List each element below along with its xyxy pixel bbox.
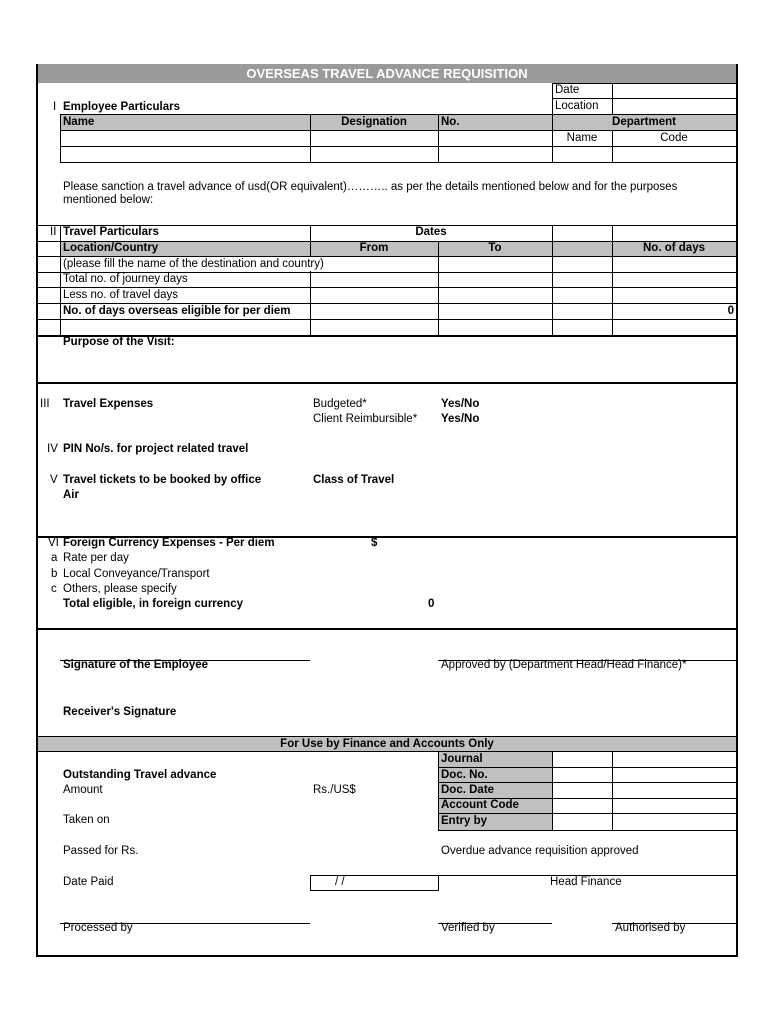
- designation-field[interactable]: [311, 131, 437, 145]
- employee-signature-label: Signature of the Employee: [63, 659, 209, 671]
- verified-by-label: Verified by: [441, 922, 495, 934]
- col-name: Name: [63, 116, 95, 128]
- journal-label: Journal: [441, 753, 483, 765]
- overdue-approved-label: Overdue advance requisition approved: [441, 845, 639, 857]
- section-1-label: Employee Particulars: [63, 101, 180, 113]
- budgeted-yesno[interactable]: Yes/No: [441, 398, 480, 410]
- class-of-travel-label: Class of Travel: [313, 474, 395, 486]
- section-6-label: Foreign Currency Expenses - Per diem: [63, 537, 275, 549]
- currency-symbol: $: [371, 537, 378, 549]
- budgeted-label: Budgeted*: [313, 398, 367, 410]
- doc-no-label: Doc. No.: [441, 769, 488, 781]
- entry-by-label: Entry by: [441, 815, 488, 827]
- item-c-marker: c: [51, 583, 57, 595]
- date-field[interactable]: [613, 84, 734, 97]
- employee-no-field[interactable]: [439, 131, 551, 145]
- purpose-label: Purpose of the Visit:: [63, 336, 175, 348]
- dept-name-field[interactable]: [553, 147, 611, 161]
- section-3-roman: III: [40, 398, 50, 410]
- section-3-label: Travel Expenses: [63, 398, 154, 410]
- total-eligible-label: Total eligible, in foreign currency: [63, 598, 243, 610]
- date-paid-label: Date Paid: [63, 876, 114, 888]
- dept-code-label: Code: [660, 132, 688, 144]
- total-eligible-value: 0: [428, 598, 435, 610]
- local-conveyance-label: Local Conveyance/Transport: [63, 568, 210, 580]
- eligible-days-label: No. of days overseas eligible for per diem: [63, 305, 291, 317]
- section-1-roman: I: [53, 101, 57, 113]
- location-label: Location: [555, 100, 599, 112]
- section-2-label: Travel Particulars: [63, 226, 159, 238]
- outstanding-advance-label: Outstanding Travel advance: [63, 769, 217, 781]
- currency-label: Rs./US$: [313, 784, 356, 796]
- approved-by-label: Approved by (Department Head/Head Finance)*: [441, 659, 687, 671]
- eligible-days-value: 0: [727, 305, 734, 317]
- col-no-of-days: No. of days: [643, 242, 705, 254]
- sanction-text-2: mentioned below:: [63, 194, 154, 206]
- passed-for-label: Passed for Rs.: [63, 845, 139, 857]
- client-reimbursible-label: Client Reimbursible*: [313, 413, 418, 425]
- col-department: Department: [612, 116, 676, 128]
- date-paid-placeholder: / /: [335, 876, 345, 888]
- authorised-by-label: Authorised by: [615, 922, 686, 934]
- less-travel-days-label: Less no. of travel days: [63, 289, 179, 301]
- col-designation: Designation: [341, 116, 407, 128]
- section-2-roman: II: [50, 226, 57, 238]
- rate-per-day-label: Rate per day: [63, 552, 129, 564]
- purpose-field[interactable]: [168, 338, 728, 378]
- section-5-roman: V: [50, 474, 58, 486]
- item-a-marker: a: [51, 552, 58, 564]
- amount-label: Amount: [63, 784, 103, 796]
- air-label: Air: [63, 489, 79, 501]
- dept-code-field[interactable]: [613, 147, 735, 161]
- date-paid-field[interactable]: [310, 875, 439, 891]
- destination-note: (please fill the name of the destination and country): [63, 258, 324, 270]
- section-4-roman: IV: [47, 443, 58, 455]
- sanction-text-1: Please sanction a travel advance of usd(OR equivalent)……….. as per the details mentioned below and for the purposes: [63, 181, 678, 193]
- doc-date-label: Doc. Date: [441, 784, 495, 796]
- col-location-country: Location/Country: [63, 242, 159, 254]
- section-4-label: PIN No/s. for project related travel: [63, 443, 249, 455]
- taken-on-label: Taken on: [63, 814, 110, 826]
- requisition-form: [36, 64, 738, 957]
- section-5-label: Travel tickets to be booked by office: [63, 474, 262, 486]
- client-reimbursible-yesno[interactable]: Yes/No: [441, 413, 480, 425]
- account-code-label: Account Code: [441, 799, 519, 811]
- dates-label: Dates: [415, 226, 447, 238]
- location-field[interactable]: [613, 99, 734, 113]
- employee-name-field[interactable]: [61, 131, 309, 145]
- col-from: From: [359, 242, 389, 254]
- finance-header: For Use by Finance and Accounts Only: [280, 738, 494, 750]
- section-6-roman: VI: [48, 537, 59, 549]
- head-finance-label: Head Finance: [550, 876, 622, 888]
- total-journey-days-label: Total no. of journey days: [63, 273, 188, 285]
- col-no: No.: [441, 116, 460, 128]
- others-label: Others, please specify: [63, 583, 177, 595]
- dept-name-label: Name: [566, 132, 598, 144]
- processed-by-label: Processed by: [63, 922, 133, 934]
- form-title: OVERSEAS TRAVEL ADVANCE REQUISITION: [38, 64, 736, 83]
- col-to: To: [488, 242, 502, 254]
- date-label: Date: [555, 84, 580, 96]
- receiver-signature-label: Receiver's Signature: [63, 706, 177, 718]
- item-b-marker: b: [51, 568, 58, 580]
